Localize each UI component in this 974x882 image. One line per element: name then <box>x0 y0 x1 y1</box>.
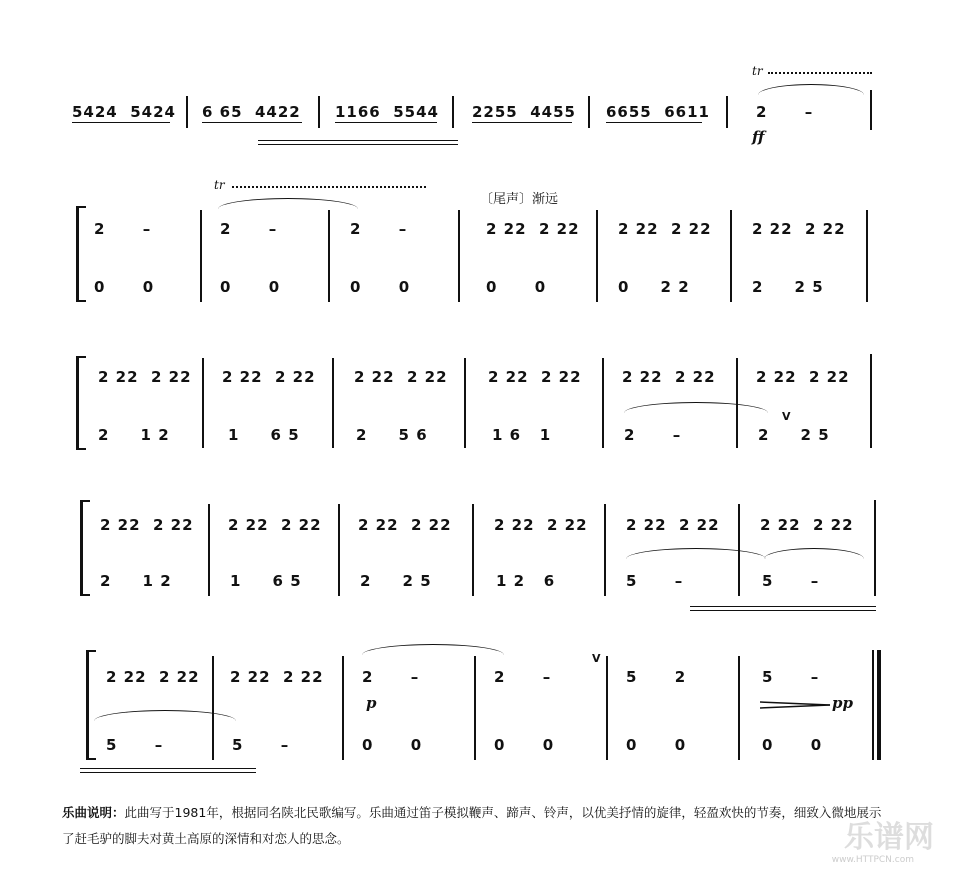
watermark-logo: 乐谱网 <box>844 820 934 855</box>
note-label: 乐曲说明： <box>62 805 125 820</box>
dynamic-pp: pp <box>832 694 853 712</box>
watermark-url: www.HTTPCN.com <box>831 855 914 865</box>
dynamic-ff: ff <box>752 128 765 146</box>
trill-mark-2: tr <box>214 178 225 192</box>
measure-1-6: 2 – <box>756 103 814 121</box>
measure-2-1-bottom: 0 0 <box>94 278 155 296</box>
measure-1-4: 2255 4455 <box>472 103 576 121</box>
dynamic-p: p <box>366 694 377 712</box>
measure-2-1-top: 2 – <box>94 220 152 238</box>
trill-mark: tr <box>752 64 763 78</box>
measure-1-5: 6655 6611 <box>606 103 710 121</box>
measure-1-2: 6 65 4422 <box>202 103 301 121</box>
measure-1-1: 5424 5424 <box>72 103 176 121</box>
measure-1-3: 1166 5544 <box>335 103 439 121</box>
double-underline <box>258 140 458 145</box>
music-description <box>62 800 892 852</box>
note-text: 此曲写于1981年，根据同名陕北民歌编写。乐曲通过笛子模拟鞭声、蹄声、铃声，以优美抒情的旋律，轻盈欢快的节奏，细致入微地展示了赶毛驴的脚夫对黄土高原的深情和对恋人的思念。 <box>62 805 882 846</box>
decrescendo-hairpin <box>760 698 834 712</box>
coda-label: 〔尾声〕渐远 <box>480 192 559 207</box>
